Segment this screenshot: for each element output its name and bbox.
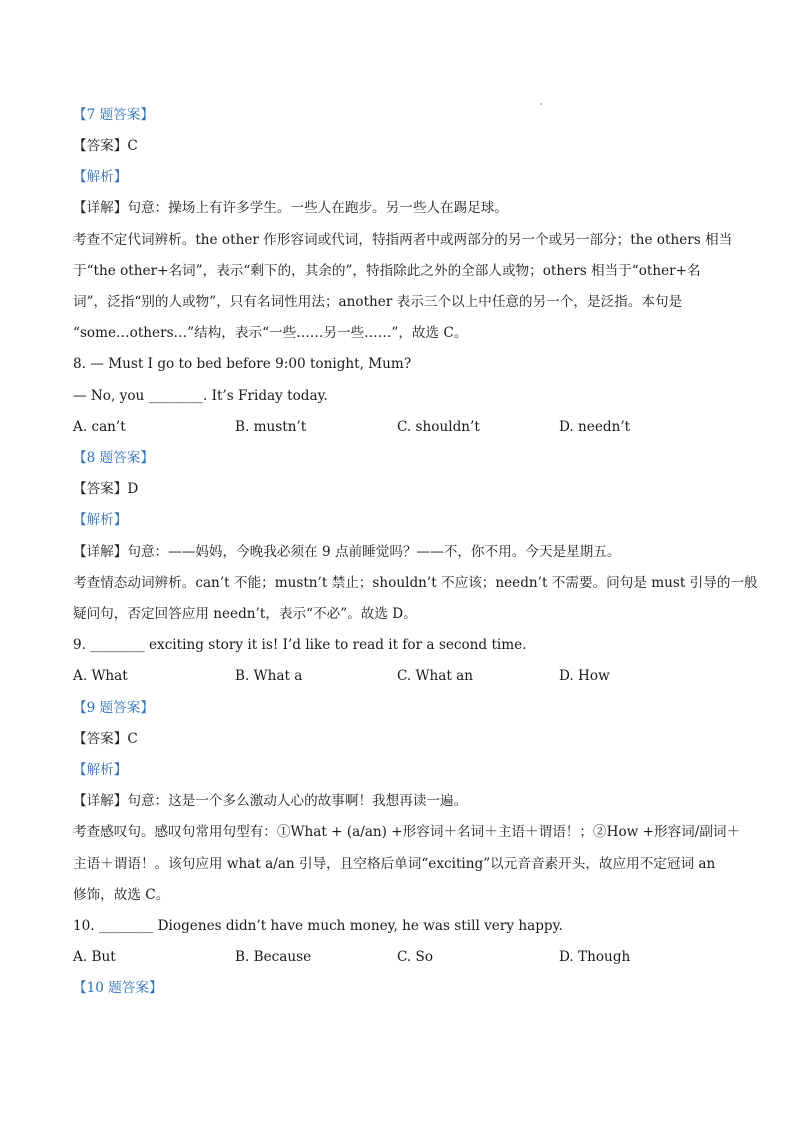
q8-option-a: A. can’t bbox=[73, 419, 126, 435]
q9-explanation-line: 修饰，故选 C。 bbox=[73, 887, 170, 903]
q9-explanation-line: 考查感叹句。感叹句常用句型有：①What + (a/an) +形容词＋名词＋主语＋谓语！；②How +形容词/副词＋ bbox=[73, 824, 741, 840]
q8-answer: 【答案】D bbox=[73, 481, 139, 497]
q7-explanation-line: 词”，泛指“别的人或物”，只有名词性用法；another 表示三个以上中任意的另一个，是泛指。本句是 bbox=[73, 294, 683, 310]
q7-answer-tag: 【7 题答案】 bbox=[73, 107, 154, 123]
q8-detail: 【详解】句意：——妈妈，今晚我必须在 9 点前睡觉吗？——不，你不用。今天是星期五。 bbox=[73, 544, 621, 560]
q10-option-b: B. Because bbox=[235, 949, 312, 965]
q8-explanation-line: 疑问句，否定回答应用 needn’t，表示“不必”。故选 D。 bbox=[73, 606, 417, 622]
q10-question: 10. ________ Diogenes didn’t have much money, he was still very happy. bbox=[73, 918, 563, 934]
q9-question: 9. ________ exciting story it is! I’d like to read it for a second time. bbox=[73, 637, 527, 653]
q8-options bbox=[73, 417, 733, 437]
q9-analysis-tag: 【解析】 bbox=[73, 762, 128, 778]
q8-option-d: D. needn’t bbox=[559, 419, 631, 435]
q9-answer-tag: 【9 题答案】 bbox=[73, 700, 154, 716]
q9-detail: 【详解】句意：这是一个多么激动人心的故事啊！我想再读一遍。 bbox=[73, 793, 468, 809]
q7-answer: 【答案】C bbox=[73, 138, 138, 154]
q8-question-line: 8. — Must I go to bed before 9:00 tonight, Mum? bbox=[73, 356, 412, 372]
q10-option-d: D. Though bbox=[559, 949, 631, 965]
q10-option-a: A. But bbox=[73, 949, 116, 965]
q9-option-d: D. How bbox=[559, 668, 610, 684]
q7-explanation-line: 于“the other+名词”，表示“剩下的，其余的”，特指除此之外的全部人或物；others 相当于“other+名 bbox=[73, 263, 701, 279]
q7-analysis-tag: 【解析】 bbox=[73, 169, 128, 185]
q9-answer: 【答案】C bbox=[73, 731, 138, 747]
q8-explanation-line: 考查情态动词辨析。can’t 不能；mustn’t 禁止；shouldn’t 不应该；needn’t 不需要。问句是 must 引导的一般 bbox=[73, 575, 758, 591]
q10-option-c: C. So bbox=[397, 949, 434, 965]
q8-question-line: — No, you ________. It’s Friday today. bbox=[73, 388, 328, 404]
q9-option-b: B. What a bbox=[235, 668, 303, 684]
q8-option-b: B. mustn’t bbox=[235, 419, 307, 435]
q8-option-c: C. shouldn’t bbox=[397, 419, 480, 435]
q9-option-a: A. What bbox=[73, 668, 128, 684]
q9-option-c: C. What an bbox=[397, 668, 474, 684]
q7-explanation-line: “some…others…”结构，表示“一些……另一些……”，故选 C。 bbox=[73, 325, 468, 341]
q8-answer-tag: 【8 题答案】 bbox=[73, 450, 154, 466]
q9-explanation-line: 主语＋谓语！。该句应用 what a/an 引导，且空格后单词“exciting”以元音音素开头，故应用不定冠词 an bbox=[73, 856, 716, 872]
q10-options bbox=[73, 947, 733, 967]
q10-answer-tag: 【10 题答案】 bbox=[73, 980, 163, 996]
q9-options bbox=[73, 666, 733, 686]
q7-detail: 【详解】句意：操场上有许多学生。一些人在跑步。另一些人在踢足球。 bbox=[73, 200, 508, 216]
q8-analysis-tag: 【解析】 bbox=[73, 512, 128, 528]
q7-explanation-line: 考查不定代词辨析。the other 作形容词或代词，特指两者中或两部分的另一个或另一部分；the others 相当 bbox=[73, 232, 733, 248]
